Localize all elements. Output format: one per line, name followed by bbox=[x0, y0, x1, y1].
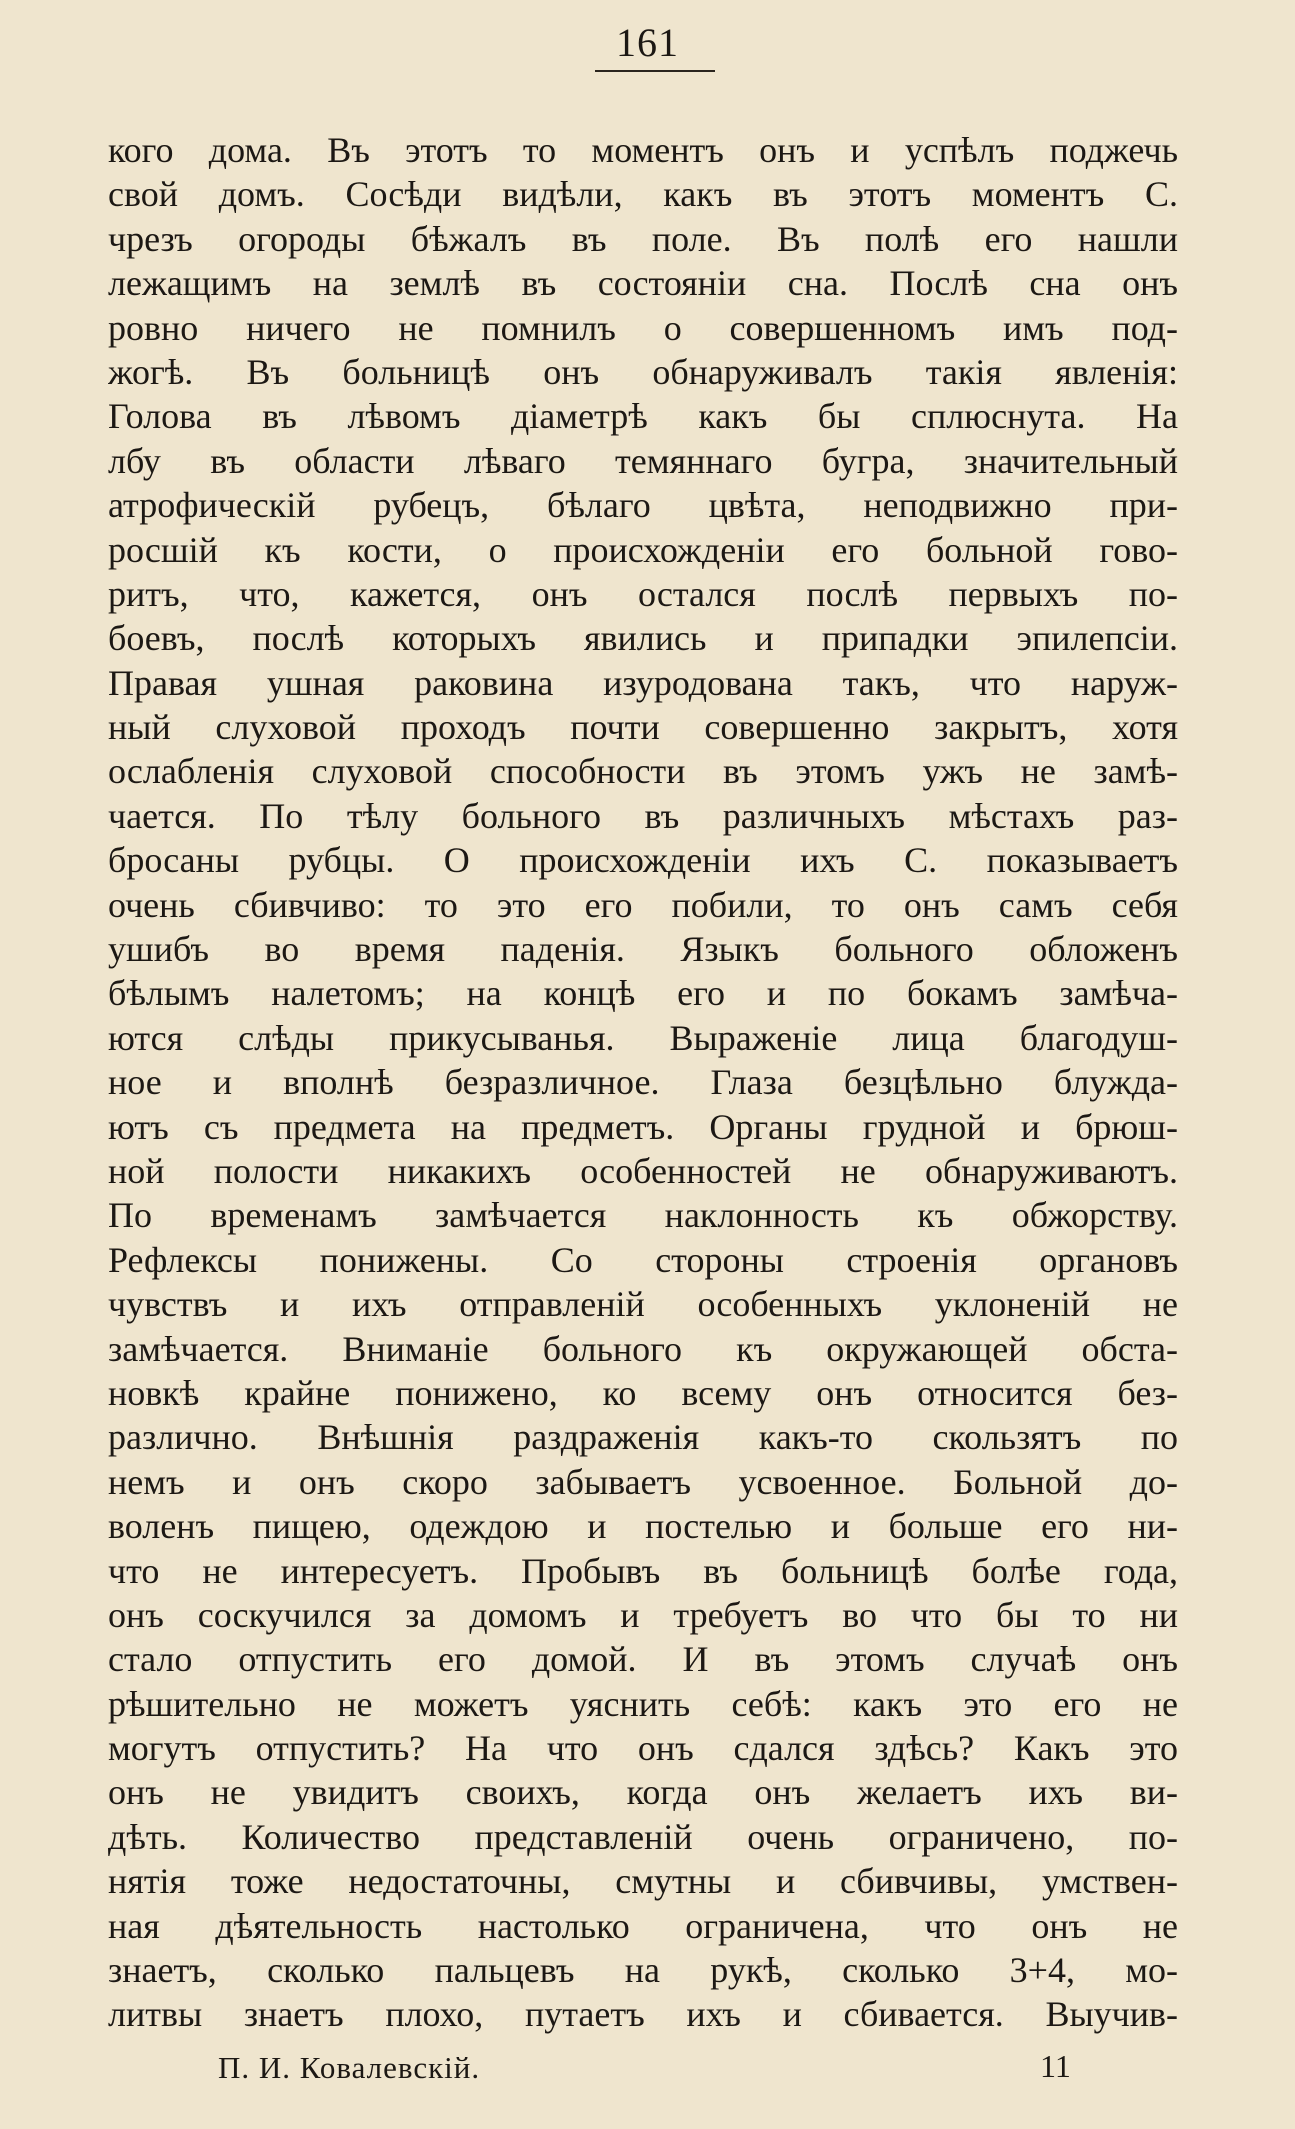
text-line: дѣть. Количество представленій очень ограничено, по- bbox=[108, 1816, 1178, 1857]
text-line: ослабленія слуховой способности въ этомъ ужъ не замѣ- bbox=[108, 751, 1178, 792]
text-line: нятія тоже недостаточны, смутны и сбивчивы, умствен- bbox=[108, 1861, 1178, 1902]
text-line: ютъ съ предмета на предметъ. Органы грудной и брюш- bbox=[108, 1106, 1178, 1147]
page-number: 161 bbox=[616, 20, 679, 65]
text-line: различно. Внѣшнія раздраженія какъ-то скользятъ по bbox=[108, 1417, 1178, 1458]
text-line: свой домъ. Сосѣди видѣли, какъ въ этотъ моментъ С. bbox=[108, 174, 1178, 215]
text-line: Рефлексы понижены. Со стороны строенія органовъ bbox=[108, 1239, 1178, 1280]
text-line: стало отпустить его домой. И въ этомъ случаѣ онъ bbox=[108, 1639, 1178, 1680]
text-line: ное и вполнѣ безразличное. Глаза безцѣльно блужда- bbox=[108, 1062, 1178, 1103]
footer-signature: 11 bbox=[1040, 2048, 1071, 2084]
text-line: лбу въ области лѣваго темяннаго бугра, значительный bbox=[108, 440, 1178, 481]
text-line: ной полости никакихъ особенностей не обнаруживаютъ. bbox=[108, 1150, 1178, 1191]
text-line: лежащимъ на землѣ въ состояніи сна. Послѣ сна онъ bbox=[108, 263, 1178, 304]
text-line: литвы знаетъ плохо, путаетъ ихъ и сбивается. Выучив- bbox=[108, 1994, 1178, 2035]
text-line: Правая ушная раковина изуродована такъ, что наруж- bbox=[108, 662, 1178, 703]
text-line: ная дѣятельность настолько ограничена, что онъ не bbox=[108, 1905, 1178, 1946]
header-rule bbox=[595, 70, 715, 72]
text-line: онъ соскучился за домомъ и требуетъ во что бы то ни bbox=[108, 1594, 1178, 1635]
text-line: могутъ отпустить? На что онъ сдался здѣсь? Какъ это bbox=[108, 1728, 1178, 1769]
text-line: По временамъ замѣчается наклонность къ обжорству. bbox=[108, 1195, 1178, 1236]
footer-author: П. И. Ковалевскій. bbox=[218, 2050, 481, 2085]
text-line: чрезъ огороды бѣжалъ въ поле. Въ полѣ его нашли bbox=[108, 218, 1178, 259]
text-line: рѣшительно не можетъ уяснить себѣ: какъ это его не bbox=[108, 1683, 1178, 1724]
body-text bbox=[108, 128, 1178, 2037]
text-line: ровно ничего не помнилъ о совершенномъ имъ под- bbox=[108, 307, 1178, 348]
text-line: жогѣ. Въ больницѣ онъ обнаруживалъ такія явленія: bbox=[108, 351, 1178, 392]
text-line: кого дома. Въ этотъ то моментъ онъ и успѣлъ поджечь bbox=[108, 130, 1178, 170]
text-line: бѣлымъ налетомъ; на концѣ его и по бокамъ замѣча- bbox=[108, 973, 1178, 1014]
text-line: немъ и онъ скоро забываетъ усвоенное. Больной до- bbox=[108, 1461, 1178, 1502]
text-line: замѣчается. Вниманіе больного къ окружающей обста- bbox=[108, 1328, 1178, 1369]
text-line: атрофическій рубецъ, бѣлаго цвѣта, неподвижно при- bbox=[108, 485, 1178, 526]
text-line: чается. По тѣлу больного въ различныхъ мѣстахъ раз- bbox=[108, 795, 1178, 836]
text-line: росшій къ кости, о происхожденіи его больной гово- bbox=[108, 529, 1178, 570]
text-line: боевъ, послѣ которыхъ явились и припадки эпилепсіи. bbox=[108, 618, 1178, 659]
text-line: очень сбивчиво: то это его побили, то онъ самъ себя bbox=[108, 884, 1178, 925]
text-line: онъ не увидитъ своихъ, когда онъ желаетъ ихъ ви- bbox=[108, 1772, 1178, 1813]
text-line: ритъ, что, кажется, онъ остался послѣ первыхъ по- bbox=[108, 573, 1178, 614]
text-line: ются слѣды прикусыванья. Выраженіе лица благодуш- bbox=[108, 1017, 1178, 1058]
text-line: бросаны рубцы. О происхожденіи ихъ С. показываетъ bbox=[108, 840, 1178, 881]
text-line: ный слуховой проходъ почти совершенно закрытъ, хотя bbox=[108, 707, 1178, 748]
text-line: что не интересуетъ. Пробывъ въ больницѣ болѣе года, bbox=[108, 1550, 1178, 1591]
text-line: знаетъ, сколько пальцевъ на рукѣ, сколько 3+4, мо- bbox=[108, 1950, 1178, 1991]
text-line: чувствъ и ихъ отправленій особенныхъ уклоненій не bbox=[108, 1284, 1178, 1325]
text-line: ушибъ во время паденія. Языкъ больного обложенъ bbox=[108, 929, 1178, 970]
text-line: новкѣ крайне понижено, ко всему онъ относится без- bbox=[108, 1372, 1178, 1413]
text-line: воленъ пищею, одеждою и постелью и больше его ни- bbox=[108, 1506, 1178, 1547]
text-line: Голова въ лѣвомъ діаметрѣ какъ бы сплюснута. На bbox=[108, 396, 1178, 437]
